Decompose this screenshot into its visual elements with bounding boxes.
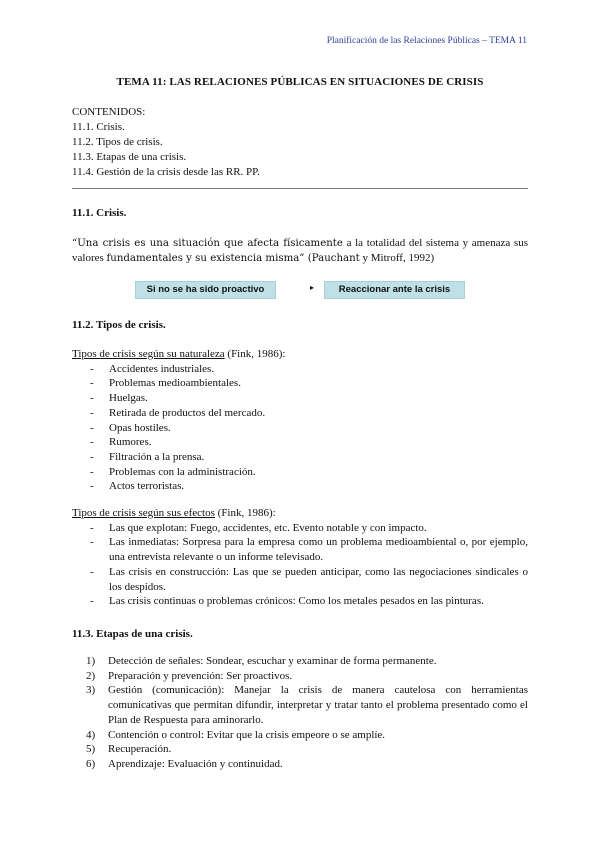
crisis-types-nature [72, 347, 528, 494]
section-heading-stages: 11.3. Etapas de una crisis. [72, 628, 193, 640]
list-item [90, 376, 528, 391]
number-marker: 4) [86, 728, 96, 741]
quote-author: (Pauchant [304, 253, 360, 264]
list-item [90, 406, 528, 421]
dash-marker: - [90, 595, 94, 608]
list-heading [72, 347, 528, 362]
list-item [90, 362, 528, 377]
contents-item: 11.2. Tipos de crisis. [72, 136, 163, 148]
section-divider [72, 188, 528, 189]
contents-item: 11.1. Crisis. [72, 121, 125, 133]
list-item-text: Aprendizaje: Evaluación y continuidad. [108, 757, 283, 770]
list-item [72, 654, 528, 669]
running-header: Planificación de las Relaciones Públicas – TEMA 11 [326, 36, 527, 46]
list-item [72, 728, 528, 743]
number-marker: 1) [86, 655, 96, 667]
list-item-text: Opas hostiles. [109, 421, 171, 434]
react-box: Reaccionar ante la crisis [324, 281, 465, 299]
crisis-definition-quote [72, 236, 528, 266]
list-item-text: Las crisis en construcción: Las que se pueden anticipar, como las negociaciones sindicales o los despidos. [109, 565, 528, 593]
list-item [72, 683, 528, 727]
list-item [90, 421, 528, 436]
list-item-text: Recuperación. [108, 743, 172, 756]
contents-item: 11.4. Gestión de la crisis desde las RR. PP. [72, 166, 260, 178]
dash-marker: - [90, 480, 94, 493]
list-item-text: Preparación y prevención: Ser proactivos. [108, 669, 293, 682]
list-item [90, 391, 528, 406]
list-item [72, 669, 528, 684]
list-item-text: Filtración a la prensa. [109, 450, 205, 463]
list-item [72, 742, 528, 757]
quote-text-1: Una crisis es una situación que afecta físicamente [77, 238, 343, 249]
quote-text-mid: a la totalidad del sistema y amenaza sus valores [72, 237, 528, 264]
list-item-text: Problemas con la administración. [109, 465, 256, 478]
list-item-text: Problemas medioambientales. [109, 377, 241, 390]
list-item [90, 565, 528, 594]
dash-marker: - [90, 362, 94, 375]
contents-list [72, 105, 260, 180]
list-item-text: Detección de señales: Sondear, escuchar y examinar de forma permanente. [108, 655, 437, 667]
dash-marker: - [90, 536, 94, 549]
section-heading-crisis: 11.1. Crisis. [72, 207, 127, 219]
quote-open: “ [72, 238, 78, 249]
dash-marker: - [90, 450, 94, 463]
dash-marker: - [90, 436, 94, 449]
section-heading-types: 11.2. Tipos de crisis. [72, 319, 166, 331]
list-item [90, 450, 528, 465]
dash-marker: - [90, 377, 94, 390]
number-marker: 2) [86, 669, 96, 682]
list-item-text: Huelgas. [109, 392, 148, 405]
crisis-stages-list [72, 654, 528, 772]
dash-marker: - [90, 521, 94, 534]
arrow-icon: ▸ [310, 283, 315, 292]
number-marker: 5) [86, 743, 96, 756]
number-marker: 6) [86, 757, 96, 770]
list-item [90, 535, 528, 564]
list-item-text: Gestión (comunicación): Manejar la crisis de manera cautelosa con herramientas comunicativas que permitan difundir, interpretar y tratar tanto el problema presentado como el Plan de Respuesta para aminorarlo. [108, 684, 528, 726]
crisis-types-effects [72, 506, 528, 609]
effects-label: Tipos de crisis según sus efectos [72, 507, 215, 519]
list-item-text: Retirada de productos del mercado. [109, 406, 266, 419]
list-item [90, 435, 528, 450]
list-item-text: Contención o control: Evitar que la crisis empeore o se amplíe. [108, 728, 386, 741]
quote-citation: y Mitroff, 1992) [359, 252, 435, 264]
number-marker: 3) [86, 684, 96, 697]
contents-label: CONTENIDOS: [72, 106, 146, 118]
list-item [90, 521, 528, 536]
effects-citation: (Fink, 1986): [214, 507, 276, 519]
list-item-text: Las que explotan: Fuego, accidentes, etc. Evento notable y con impacto. [109, 521, 427, 534]
proactive-box: Si no se ha sido proactivo [135, 281, 276, 299]
quote-text-2: fundamentales y su existencia misma” [106, 253, 305, 264]
list-item-text: Las crisis continuas o problemas crónicos: Como los metales pesados en las pinturas. [109, 595, 484, 608]
list-item-text: Las inmediatas: Sorpresa para la empresa como un problema medioambiental o, por ejemplo, una entrevista relevante o un informe televisado. [109, 536, 528, 564]
page-title: TEMA 11: LAS RELACIONES PÚBLICAS EN SITUACIONES DE CRISIS [116, 76, 484, 88]
list-item [90, 479, 528, 494]
dash-marker: - [90, 406, 94, 419]
nature-label: Tipos de crisis según su naturaleza [72, 348, 225, 360]
list-item [90, 594, 528, 609]
dash-marker: - [90, 465, 94, 478]
list-heading [72, 506, 528, 521]
list-item-text: Accidentes industriales. [109, 362, 215, 375]
list-item-text: Actos terroristas. [109, 480, 185, 493]
list-item [90, 465, 528, 480]
dash-marker: - [90, 392, 94, 405]
nature-citation: (Fink, 1986): [224, 348, 286, 360]
list-item-text: Rumores. [109, 436, 152, 449]
list-item [72, 757, 528, 772]
dash-marker: - [90, 565, 94, 578]
contents-item: 11.3. Etapas de una crisis. [72, 151, 187, 163]
dash-marker: - [90, 421, 94, 434]
